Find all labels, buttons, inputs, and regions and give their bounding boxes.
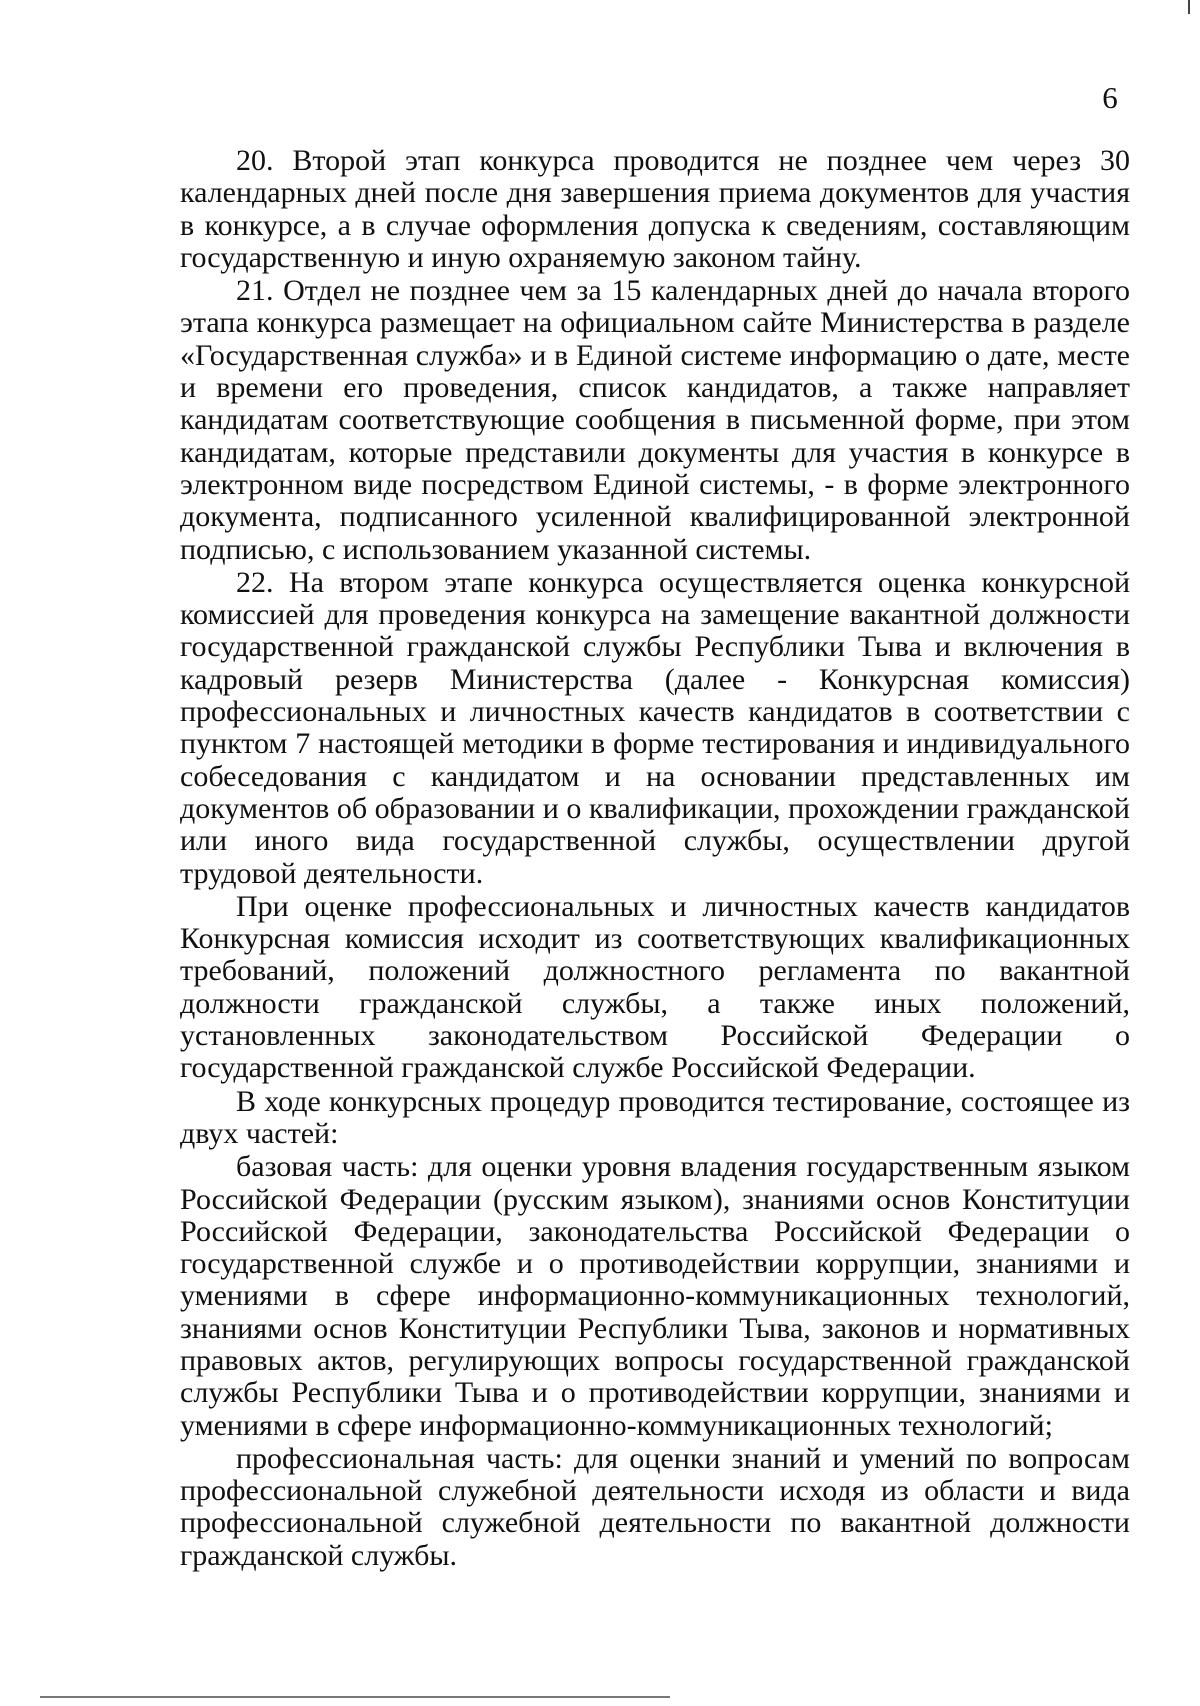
paragraph-basic-part: базовая часть: для оценки уровня владения государственным языком Российской Федерации (русским языком), знаниями основ Конституции Российской Федерации, законодательства Российской Федерации о государственной службе и о противодействии коррупции, знаниями и умениями в сфере информационно-коммуникационных технологий, знаниями основ Конституции Республики Тыва, законов и нормативных правовых актов, регулирующих вопросы государственной гражданской службы Республики Тыва и о противодействии коррупции, знаниями и умениями в сфере информационно-коммуникационных технологий; (180, 1150, 1130, 1442)
paragraph-20: 20. Второй этап конкурса проводится не позднее чем через 30 календарных дней после дня завершения приема документов для участия в конкурсе, а в случае оформления допуска к сведениям, составляющим государственную и иную охраняемую законом тайну. (180, 144, 1130, 274)
paragraph-22: 22. На втором этапе конкурса осуществляется оценка конкурсной комиссией для проведения конкурса на замещение вакантной должности государственной гражданской службы Республики Тыва и включения в кадровый резерв Министерства (далее - Конкурсная комиссия) профессиональных и личностных качеств кандидатов в соответствии с пунктом 7 настоящей методики в форме тестирования и индивидуального собеседования с кандидатом и на основании представленных им документов об образовании и о квалификации, прохождении гражданской или иного вида государственной службы, осуществлении другой трудовой деятельности. (180, 565, 1130, 890)
scan-bottom-rule (40, 1696, 670, 1698)
paragraph-professional-part: профессиональная часть: для оценки знаний и умений по вопросам профессиональной служебной деятельности исходя из области и вида профессиональной служебной деятельности по вакантной должности гражданской службы. (180, 1441, 1130, 1572)
document-body (180, 145, 1130, 1573)
scan-edge-mark (1188, 0, 1190, 14)
page-number: 6 (1102, 80, 1118, 115)
paragraph-21: 21. Отдел не позднее чем за 15 календарных дней до начала второго этапа конкурса размещает на официальном сайте Министерства в разделе «Государственная служба» и в Единой системе информацию о дате, месте и времени его проведения, список кандидатов, а также направляет кандидатам соответствующие сообщения в письменной форме, при этом кандидатам, которые представили документы для участия в конкурсе в электронном виде посредством Единой системы, - в форме электронного документа, подписанного усиленной квалифицированной электронной подписью, с использованием указанной системы. (180, 274, 1130, 566)
paragraph-testing-intro: В ходе конкурсных процедур проводится тестирование, состоящее из двух частей: (180, 1084, 1130, 1150)
paragraph-assessment: При оценке профессиональных и личностных качеств кандидатов Конкурсная комиссия исходит из соответствующих квалификационных требований, положений должностного регламента по вакантной должности гражданской службы, а также иных положений, установленных законодательством Российской Федерации о государственной гражданской службе Российской Федерации. (180, 889, 1130, 1085)
